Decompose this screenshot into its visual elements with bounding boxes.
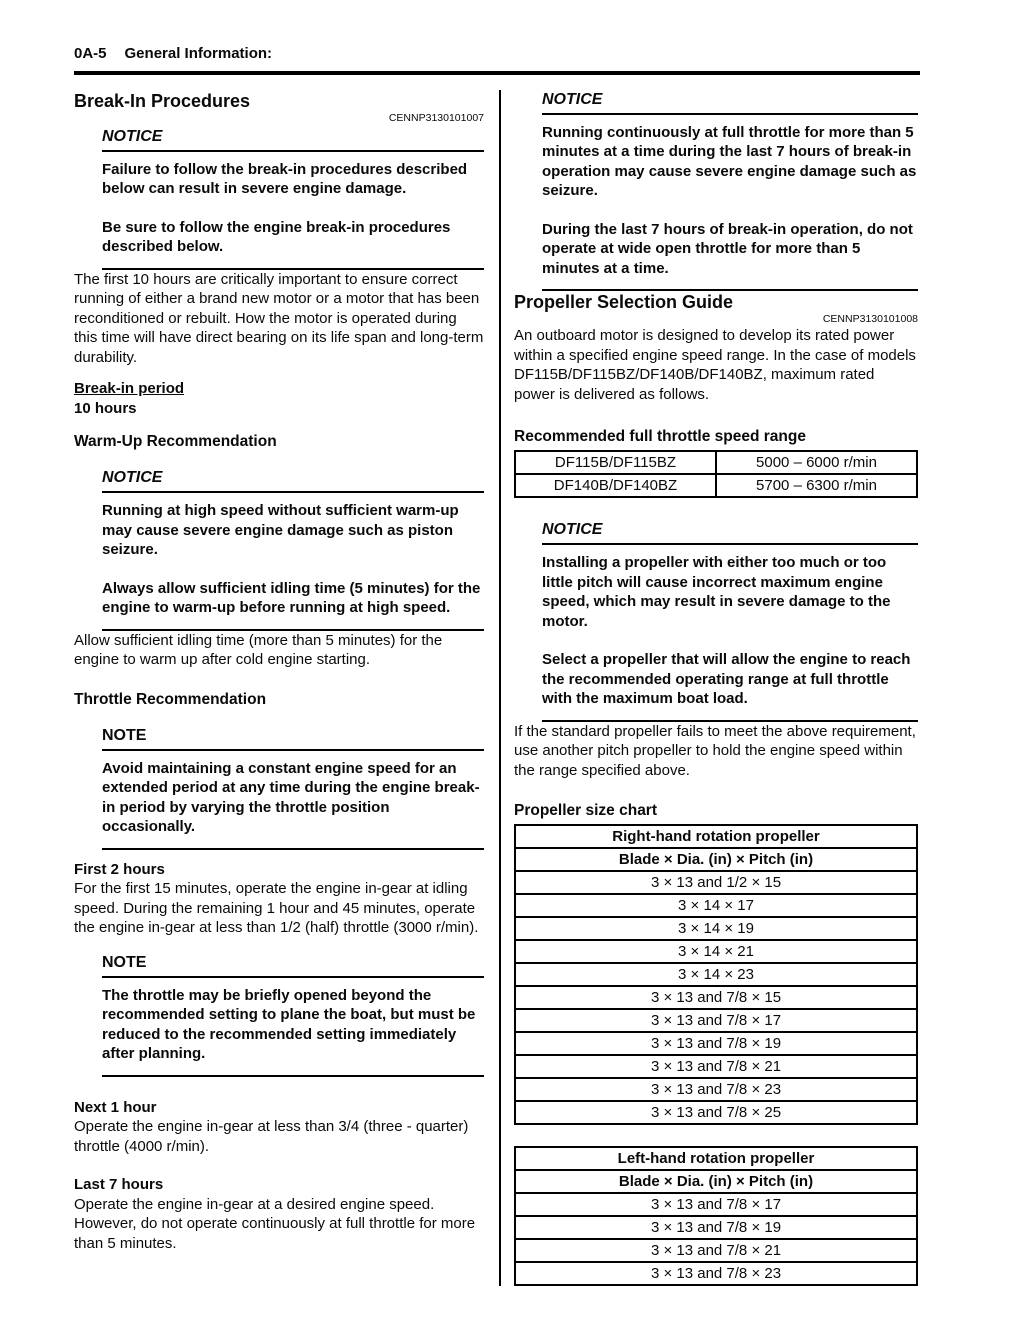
standard-propeller-paragraph: If the standard propeller fails to meet the above requirement, use another pitch propeller to hold the engine speed within the range specified above. — [514, 722, 916, 779]
size-cell: 3 × 14 × 17 — [515, 894, 917, 917]
column-divider — [499, 90, 501, 1287]
warm-up-paragraph: Allow sufficient idling time (more than 5 minutes) for the engine to warm up after cold engine starting. — [74, 631, 443, 668]
table-row — [515, 871, 917, 894]
table-row — [515, 451, 917, 474]
table-header-row — [515, 1147, 917, 1170]
note-block-throttle-plane — [102, 953, 484, 1077]
notice-paragraph: Failure to follow the break-in procedures described below can result in severe engine damage. — [102, 160, 468, 197]
table-header-cell: Right-hand rotation propeller — [515, 825, 917, 848]
notice-body — [102, 493, 484, 631]
note-block-constant-speed — [102, 726, 484, 850]
size-cell: 3 × 14 × 19 — [515, 917, 917, 940]
notice-paragraph: Select a propeller that will allow the engine to reach the recommended operating range at full throttle with the maximum boat load. — [542, 651, 911, 707]
size-cell: 3 × 13 and 7/8 × 19 — [515, 1216, 917, 1239]
first-2-hours-block — [74, 860, 484, 938]
note-paragraph: The throttle may be briefly opened beyond the recommended setting to plane the boat, but must be reduced to the recommended setting immediately after planning. — [102, 986, 476, 1062]
notice-label: NOTICE — [542, 520, 918, 545]
page-header — [74, 44, 920, 75]
speed-range-table-block — [514, 427, 918, 498]
next-1-hour-paragraph: Operate the engine in-gear at less than 3/4 (three - quarter) throttle (4000 r/min). — [74, 1118, 469, 1155]
notice-body — [102, 152, 484, 270]
break-in-intro-paragraph: The first 10 hours are critically important to ensure correct running of either a brand new motor or a motor that has been reconditioned or rebuilt. How the motor is operated during this time will have direct bearing on its life span and long-term durability. — [74, 270, 484, 366]
table-row — [515, 1101, 917, 1124]
speed-range-table — [514, 450, 918, 498]
page-section-code: 0A-5 — [74, 45, 107, 62]
size-cell: 3 × 13 and 7/8 × 23 — [515, 1262, 917, 1285]
warm-up-heading: Warm-Up Recommendation — [74, 433, 277, 450]
speed-range-caption: Recommended full throttle speed range — [514, 428, 806, 445]
note-paragraph: Avoid maintaining a constant engine speed for an extended period at any time during the engine break-in period by varying the throttle position occasionally. — [102, 759, 480, 835]
size-cell: 3 × 13 and 7/8 × 21 — [515, 1055, 917, 1078]
propeller-guide-intro: An outboard motor is designed to develop its rated power within a specified engine speed range. In the case of models DF115B/DF115BZ/DF140B/DF140BZ, maximum rated power is delivered as follows. — [514, 327, 916, 403]
notice-paragraph: During the last 7 hours of break-in operation, do not operate at wide open throttle for more than 5 minutes at a time. — [542, 220, 913, 277]
speed-cell: 5700 – 6300 r/min — [716, 474, 917, 497]
section-title-break-in: Break-In Procedures — [74, 90, 251, 111]
model-cell: DF140B/DF140BZ — [515, 474, 716, 497]
doc-code-left: CENNP3130101007 — [388, 111, 484, 124]
table-row — [515, 940, 917, 963]
two-column-layout — [74, 90, 920, 1287]
notice-paragraph: Be sure to follow the engine break-in procedures described below. — [102, 218, 451, 255]
notice-block-warm-up — [102, 468, 484, 631]
break-in-period-label: Break-in period — [74, 380, 185, 397]
first-2-hours-heading: First 2 hours — [74, 860, 165, 878]
table-row — [515, 1239, 917, 1262]
size-cell: 3 × 13 and 7/8 × 17 — [515, 1009, 917, 1032]
left-column — [74, 90, 484, 1287]
table-header-row — [515, 825, 917, 848]
break-in-period-value: 10 hours — [74, 399, 137, 417]
table-row — [515, 894, 917, 917]
next-1-hour-block — [74, 1098, 484, 1157]
table-row — [515, 1216, 917, 1239]
next-1-hour-heading: Next 1 hour — [74, 1098, 157, 1116]
table-row — [515, 1055, 917, 1078]
speed-cell: 5000 – 6000 r/min — [716, 451, 917, 474]
size-cell: 3 × 14 × 21 — [515, 940, 917, 963]
note-body — [102, 751, 484, 850]
section-title-propeller-guide: Propeller Selection Guide — [514, 292, 734, 312]
propeller-size-chart-block — [514, 801, 918, 1125]
note-label: NOTE — [102, 726, 484, 751]
table-row — [515, 1032, 917, 1055]
table-row — [515, 1009, 917, 1032]
table-row — [515, 963, 917, 986]
notice-label: NOTICE — [542, 90, 918, 115]
notice-body — [542, 545, 918, 722]
notice-block-propeller-pitch — [542, 520, 918, 722]
right-hand-propeller-table — [514, 824, 918, 1125]
table-row — [515, 1078, 917, 1101]
table-row — [515, 986, 917, 1009]
notice-paragraph: Running continuously at full throttle for more than 5 minutes at a time during the last 7 hours of break-in operation may cause severe engine damage such as seizure. — [542, 123, 917, 199]
table-row — [515, 474, 917, 497]
notice-label: NOTICE — [102, 127, 484, 152]
last-7-hours-block — [74, 1175, 484, 1253]
notice-paragraph: Installing a propeller with either too much or too little pitch will cause incorrect maximum engine speed, which may result in severe damage to the motor. — [542, 554, 891, 630]
first-2-hours-paragraph: For the first 15 minutes, operate the engine in-gear at idling speed. During the remaining 1 hour and 45 minutes, operate the engine in-gear at less than 1/2 (half) throttle (3000 r/min). — [74, 880, 479, 936]
size-cell: 3 × 13 and 7/8 × 19 — [515, 1032, 917, 1055]
table-row — [515, 917, 917, 940]
throttle-heading: Throttle Recommendation — [74, 690, 267, 708]
note-body — [102, 978, 484, 1077]
notice-block-break-in-damage — [102, 127, 484, 270]
size-cell: 3 × 13 and 7/8 × 21 — [515, 1239, 917, 1262]
break-in-period-block — [74, 379, 484, 418]
left-hand-propeller-table — [514, 1146, 918, 1286]
notice-paragraph: Running at high speed without sufficient warm-up may cause severe engine damage such as piston seizure. — [102, 502, 459, 558]
doc-code-right: CENNP3130101008 — [822, 313, 918, 325]
size-cell: 3 × 13 and 7/8 × 17 — [515, 1193, 917, 1216]
size-cell: 3 × 14 × 23 — [515, 963, 917, 986]
table-subheader-cell: Blade × Dia. (in) × Pitch (in) — [515, 848, 917, 871]
model-cell: DF115B/DF115BZ — [515, 451, 716, 474]
notice-body — [542, 115, 918, 292]
size-cell: 3 × 13 and 1/2 × 15 — [515, 871, 917, 894]
table-header-cell: Left-hand rotation propeller — [515, 1147, 917, 1170]
last-7-hours-paragraph: Operate the engine in-gear at a desired engine speed. However, do not operate continuously at full throttle for more than 5 minutes. — [74, 1195, 476, 1252]
table-row — [515, 1262, 917, 1285]
size-cell: 3 × 13 and 7/8 × 23 — [515, 1078, 917, 1101]
notice-block-full-throttle — [542, 90, 918, 292]
table-subheader-cell: Blade × Dia. (in) × Pitch (in) — [515, 1170, 917, 1193]
table-subheader-row — [515, 848, 917, 871]
last-7-hours-heading: Last 7 hours — [74, 1176, 164, 1193]
page-header-title: General Information: — [124, 45, 273, 62]
note-label: NOTE — [102, 953, 484, 978]
size-chart-caption: Propeller size chart — [514, 802, 658, 819]
notice-label: NOTICE — [102, 468, 484, 493]
size-cell: 3 × 13 and 7/8 × 15 — [515, 986, 917, 1009]
table-subheader-row — [515, 1170, 917, 1193]
table-row — [515, 1193, 917, 1216]
right-column — [514, 90, 918, 1287]
size-cell: 3 × 13 and 7/8 × 25 — [515, 1101, 917, 1124]
notice-paragraph: Always allow sufficient idling time (5 minutes) for the engine to warm-up before running at high speed. — [102, 579, 481, 616]
